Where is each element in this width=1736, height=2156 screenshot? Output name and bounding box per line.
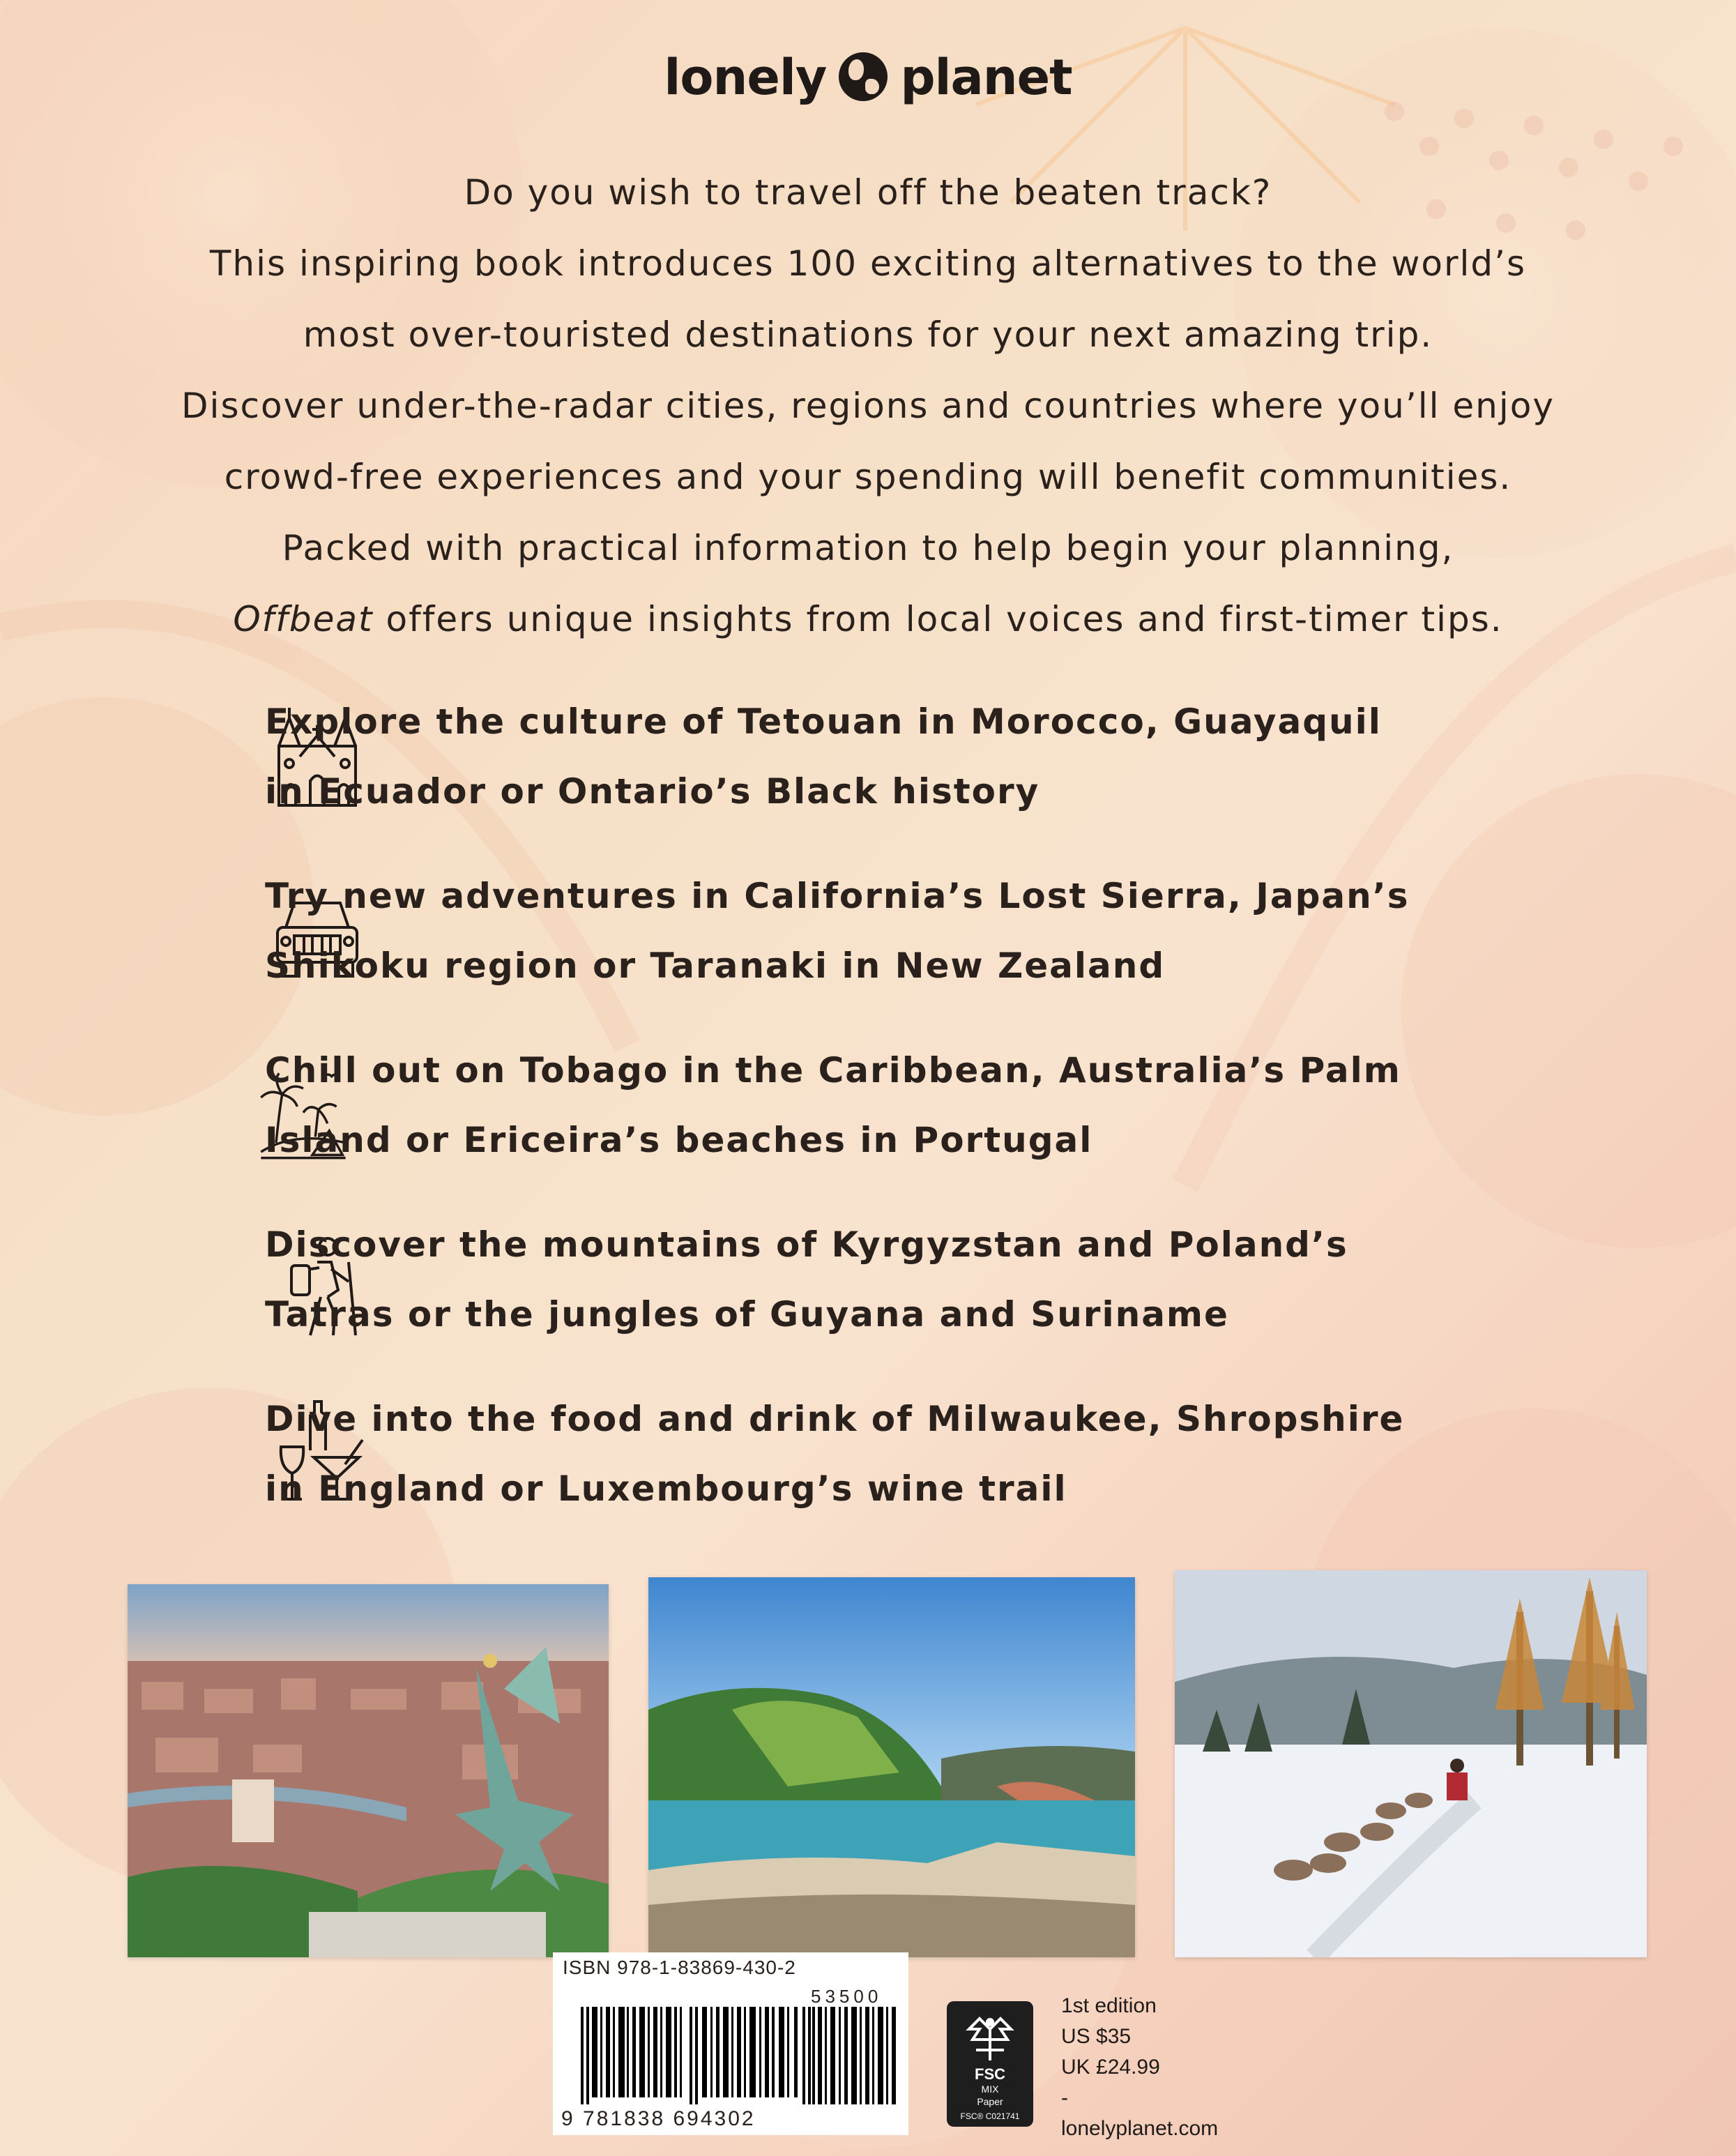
fsc-paper: Paper [977,2096,1003,2107]
website-link[interactable]: lonelyplanet.com [1061,2117,1219,2140]
feature-text-line: in England or Luxembourg’s wine trail [265,1468,1067,1509]
intro-line: offers unique insights from local voices and first-timer tips. [386,599,1503,639]
fsc-code: FSC® C021741 [960,2111,1020,2121]
fsc-mix: MIX [981,2083,999,2095]
us-price: US $35 [1061,2025,1132,2048]
uk-price: UK £24.99 [1061,2056,1160,2079]
barcode-bars [581,2007,811,2104]
separator-dash: - [1061,2086,1068,2109]
feature-mountains [265,1210,1590,1349]
photo-city-view [128,1584,609,1957]
feature-text-line: Dive into the food and drink of Milwaukee, Shropshire [265,1399,1405,1439]
intro-line-last [105,584,1631,655]
intro-line: This inspiring book introduces 100 exciting alternatives to the world’s [209,243,1527,284]
feature-adventure [265,861,1590,1001]
logo-text-right: planet [900,49,1072,106]
feature-food-drink [265,1384,1590,1524]
barcode-box [553,1952,908,2135]
feature-text-line: Try new adventures in California’s Lost Sierra, Japan’s [265,876,1410,916]
feature-beach [265,1035,1590,1175]
barcode-number: 9 781838 694302 [561,2107,756,2130]
globe-icon [839,52,888,101]
photo-coastline [648,1577,1135,1957]
price-barcode-bars [812,2007,900,2104]
photo-dog-sledding [1175,1570,1647,1957]
intro-line: crowd-free experiences and your spending will benefit communities. [224,457,1512,497]
feature-text-line: Island or Ericeira’s beaches in Portugal [265,1120,1093,1160]
isbn-number: ISBN 978-1-83869-430-2 [563,1957,796,1978]
logo-text-left: lonely [664,49,827,106]
feature-culture [265,687,1590,826]
feature-text-line: Shikoku region or Taranaki in New Zealand [265,946,1166,986]
publisher-info [1061,1991,1218,2144]
intro-line: Packed with practical information to help begin your planning, [282,528,1454,568]
intro-line: most over-touristed destinations for your next amazing trip. [303,314,1433,355]
intro-line: Discover under-the-radar cities, regions and countries where you’ll enjoy [181,386,1555,426]
fsc-label: FSC [975,2065,1005,2083]
intro-line: Do you wish to travel off the beaten track? [464,172,1272,213]
lonely-planet-logo [0,49,1736,106]
feature-text-line: Chill out on Tobago in the Caribbean, Australia’s Palm [265,1050,1401,1091]
edition: 1st edition [1061,1994,1157,2017]
book-title-italic: Offbeat [233,599,374,639]
feature-text-line: Discover the mountains of Kyrgyzstan and Poland’s [265,1224,1348,1265]
feature-text-line: Tatras or the jungles of Guyana and Suriname [265,1294,1229,1335]
fsc-logo [947,2001,1033,2127]
intro-text [105,157,1631,655]
fsc-tree-icon [962,2008,1018,2064]
feature-text-line: in Ecuador or Ontario’s Black history [265,771,1040,812]
price-code: 53500 [811,1986,883,2007]
feature-text-line: Explore the culture of Tetouan in Morocco, Guayaquil [265,701,1382,742]
